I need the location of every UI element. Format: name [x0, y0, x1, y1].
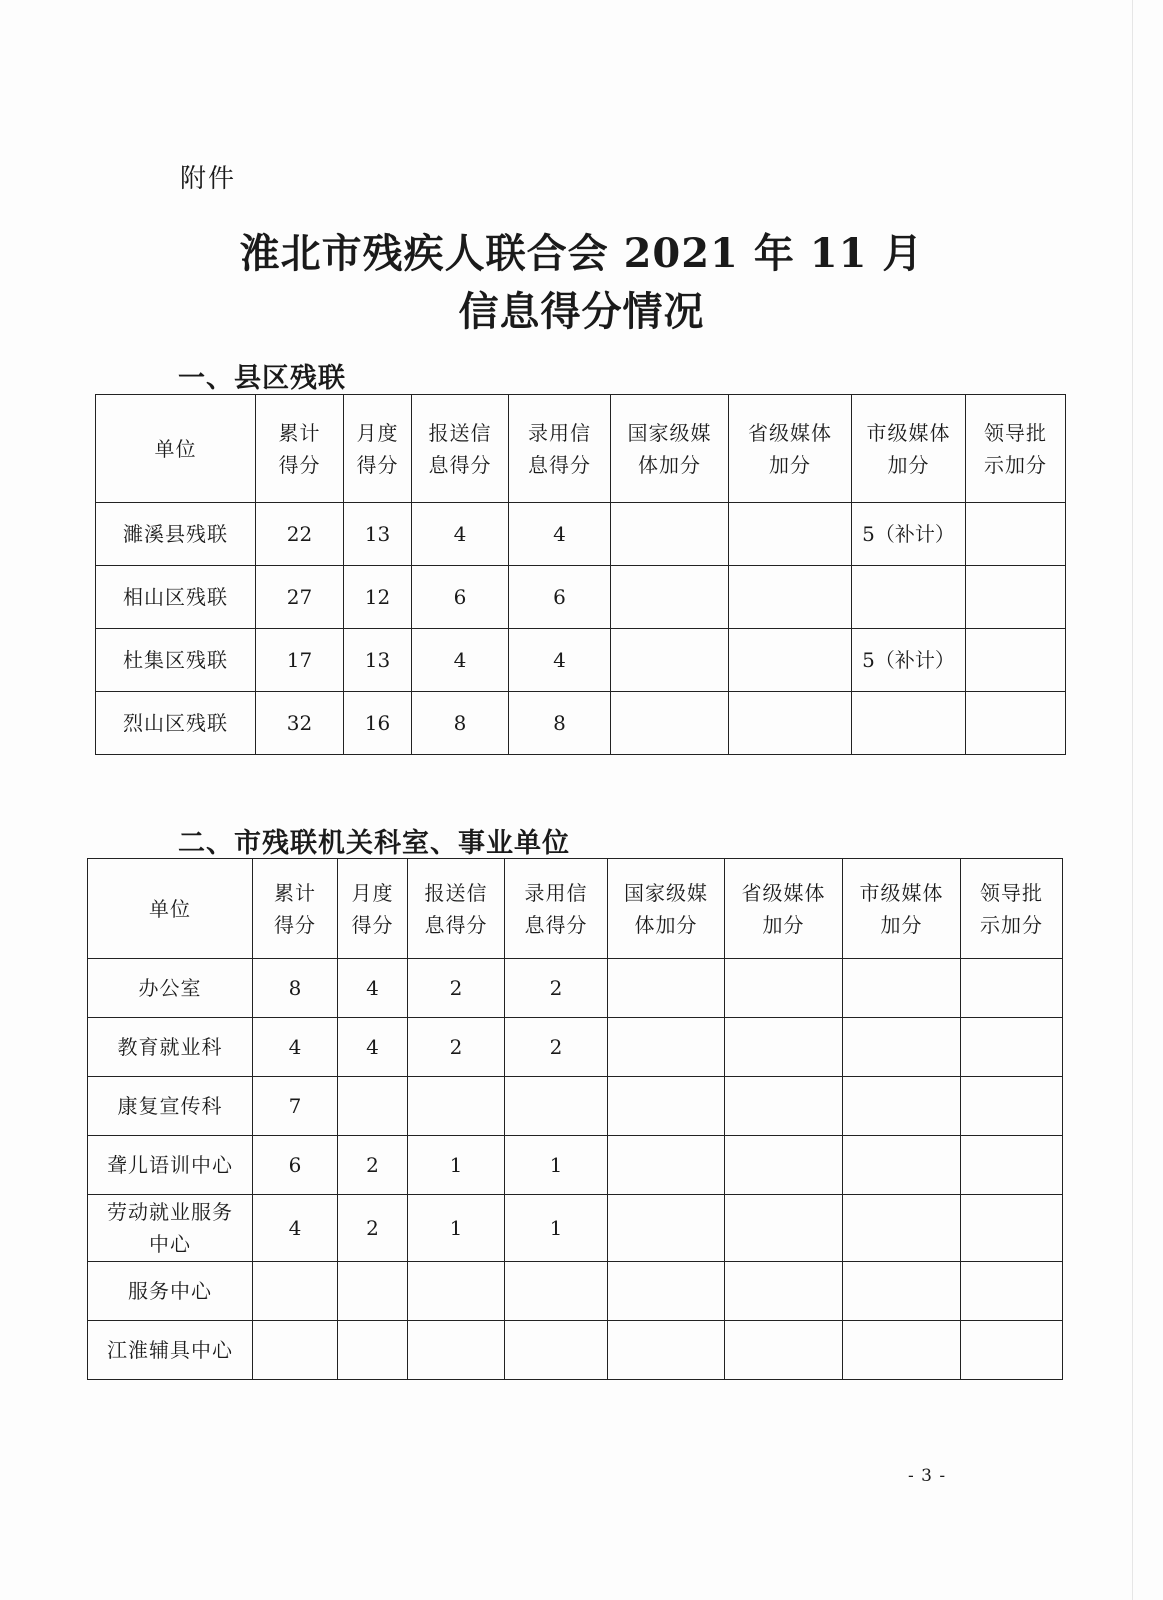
score-cell: 2	[505, 959, 608, 1018]
score-cell: 4	[509, 503, 611, 566]
score-cell: 4	[253, 1018, 338, 1077]
unit-name-cell: 相山区残联	[96, 566, 256, 629]
score-cell	[725, 1262, 843, 1321]
unit-name-cell: 杜集区残联	[96, 629, 256, 692]
score-cell	[338, 1321, 408, 1380]
column-header: 录用信 息得分	[509, 395, 611, 503]
score-cell: 4	[412, 629, 509, 692]
score-cell	[729, 629, 852, 692]
score-cell	[608, 1321, 725, 1380]
score-cell: 13	[344, 629, 412, 692]
score-cell	[408, 1262, 505, 1321]
score-cell	[961, 1262, 1063, 1321]
score-cell: 4	[412, 503, 509, 566]
unit-name-cell: 劳动就业服务 中心	[88, 1195, 253, 1262]
page-number: - 3 -	[908, 1466, 947, 1486]
unit-name-cell: 服务中心	[88, 1262, 253, 1321]
score-cell	[961, 1136, 1063, 1195]
column-header: 领导批 示加分	[961, 859, 1063, 959]
score-cell	[608, 1195, 725, 1262]
score-cell	[843, 1321, 961, 1380]
unit-name-cell: 办公室	[88, 959, 253, 1018]
score-cell: 1	[408, 1136, 505, 1195]
column-header: 省级媒体 加分	[725, 859, 843, 959]
score-cell	[611, 629, 729, 692]
score-cell: 2	[408, 959, 505, 1018]
score-cell	[608, 959, 725, 1018]
table-row	[88, 959, 1063, 1018]
score-cell: 1	[505, 1195, 608, 1262]
score-cell	[961, 1195, 1063, 1262]
score-cell	[729, 566, 852, 629]
column-header: 报送信 息得分	[408, 859, 505, 959]
score-cell: 5（补计）	[852, 503, 966, 566]
score-cell	[843, 1262, 961, 1321]
column-header: 国家级媒 体加分	[611, 395, 729, 503]
score-cell: 2	[338, 1136, 408, 1195]
attachment-label: 附件	[180, 164, 237, 194]
score-cell: 16	[344, 692, 412, 755]
column-header: 市级媒体 加分	[852, 395, 966, 503]
table-row	[88, 1018, 1063, 1077]
score-cell	[843, 1077, 961, 1136]
table-row	[88, 1136, 1063, 1195]
unit-name-cell: 濉溪县残联	[96, 503, 256, 566]
score-cell: 4	[509, 629, 611, 692]
score-cell: 4	[253, 1195, 338, 1262]
score-cell: 27	[256, 566, 344, 629]
table-row	[96, 629, 1066, 692]
score-cell: 6	[509, 566, 611, 629]
column-header: 累计 得分	[256, 395, 344, 503]
column-header: 月度 得分	[338, 859, 408, 959]
county-score-table	[95, 394, 1066, 755]
score-cell	[725, 959, 843, 1018]
score-cell: 6	[412, 566, 509, 629]
column-header: 领导批 示加分	[966, 395, 1066, 503]
unit-name-cell: 江淮辅具中心	[88, 1321, 253, 1380]
table-row	[96, 503, 1066, 566]
table-header-row	[88, 859, 1063, 959]
document-title-line2: 信息得分情况	[458, 288, 705, 335]
score-cell: 4	[338, 959, 408, 1018]
score-cell: 8	[509, 692, 611, 755]
score-cell	[966, 692, 1066, 755]
score-cell: 5（补计）	[852, 629, 966, 692]
score-cell: 6	[253, 1136, 338, 1195]
score-cell	[852, 566, 966, 629]
score-cell	[843, 959, 961, 1018]
section-heading-city-units: 二、市残联机关科室、事业单位	[178, 828, 570, 859]
column-header: 累计 得分	[253, 859, 338, 959]
document-title-line1: 淮北市残疾人联合会 2021 年 11 月	[239, 230, 924, 277]
score-cell: 4	[338, 1018, 408, 1077]
table-row	[88, 1262, 1063, 1321]
score-cell	[611, 566, 729, 629]
score-cell	[966, 503, 1066, 566]
score-cell	[843, 1195, 961, 1262]
score-cell: 32	[256, 692, 344, 755]
score-cell	[725, 1077, 843, 1136]
score-cell	[725, 1136, 843, 1195]
score-cell: 13	[344, 503, 412, 566]
score-cell	[961, 1321, 1063, 1380]
table-row	[88, 1321, 1063, 1380]
score-cell	[338, 1077, 408, 1136]
score-cell	[961, 1018, 1063, 1077]
score-cell: 2	[338, 1195, 408, 1262]
score-cell	[608, 1077, 725, 1136]
score-cell	[611, 503, 729, 566]
score-cell: 1	[408, 1195, 505, 1262]
table-row	[88, 1195, 1063, 1262]
score-cell	[608, 1136, 725, 1195]
score-cell: 17	[256, 629, 344, 692]
column-header: 月度 得分	[344, 395, 412, 503]
score-cell: 7	[253, 1077, 338, 1136]
column-header: 报送信 息得分	[412, 395, 509, 503]
score-cell	[961, 1077, 1063, 1136]
score-cell	[729, 503, 852, 566]
score-cell: 8	[412, 692, 509, 755]
column-header: 单位	[96, 395, 256, 503]
table-row	[96, 692, 1066, 755]
score-cell: 12	[344, 566, 412, 629]
score-cell	[843, 1018, 961, 1077]
score-cell: 1	[505, 1136, 608, 1195]
score-cell	[611, 692, 729, 755]
unit-name-cell: 教育就业科	[88, 1018, 253, 1077]
score-cell	[408, 1321, 505, 1380]
score-cell	[608, 1018, 725, 1077]
score-cell	[843, 1136, 961, 1195]
score-cell	[729, 692, 852, 755]
unit-name-cell: 康复宣传科	[88, 1077, 253, 1136]
score-cell	[725, 1321, 843, 1380]
score-cell	[253, 1321, 338, 1380]
score-cell: 2	[408, 1018, 505, 1077]
score-cell	[966, 566, 1066, 629]
score-cell	[852, 692, 966, 755]
score-cell: 22	[256, 503, 344, 566]
score-cell	[253, 1262, 338, 1321]
score-cell	[505, 1262, 608, 1321]
score-cell: 2	[505, 1018, 608, 1077]
score-cell	[505, 1077, 608, 1136]
score-cell	[608, 1262, 725, 1321]
score-cell	[505, 1321, 608, 1380]
city-unit-score-table	[87, 858, 1063, 1380]
table-header-row	[96, 395, 1066, 503]
table-row	[88, 1077, 1063, 1136]
score-cell	[725, 1195, 843, 1262]
score-cell	[338, 1262, 408, 1321]
unit-name-cell: 聋儿语训中心	[88, 1136, 253, 1195]
section-heading-county: 一、县区残联	[178, 363, 346, 394]
column-header: 国家级媒 体加分	[608, 859, 725, 959]
column-header: 市级媒体 加分	[843, 859, 961, 959]
score-cell: 8	[253, 959, 338, 1018]
column-header: 省级媒体 加分	[729, 395, 852, 503]
table-row	[96, 566, 1066, 629]
score-cell	[725, 1018, 843, 1077]
column-header: 单位	[88, 859, 253, 959]
score-cell	[966, 629, 1066, 692]
score-cell	[961, 959, 1063, 1018]
unit-name-cell: 烈山区残联	[96, 692, 256, 755]
score-cell	[408, 1077, 505, 1136]
column-header: 录用信 息得分	[505, 859, 608, 959]
